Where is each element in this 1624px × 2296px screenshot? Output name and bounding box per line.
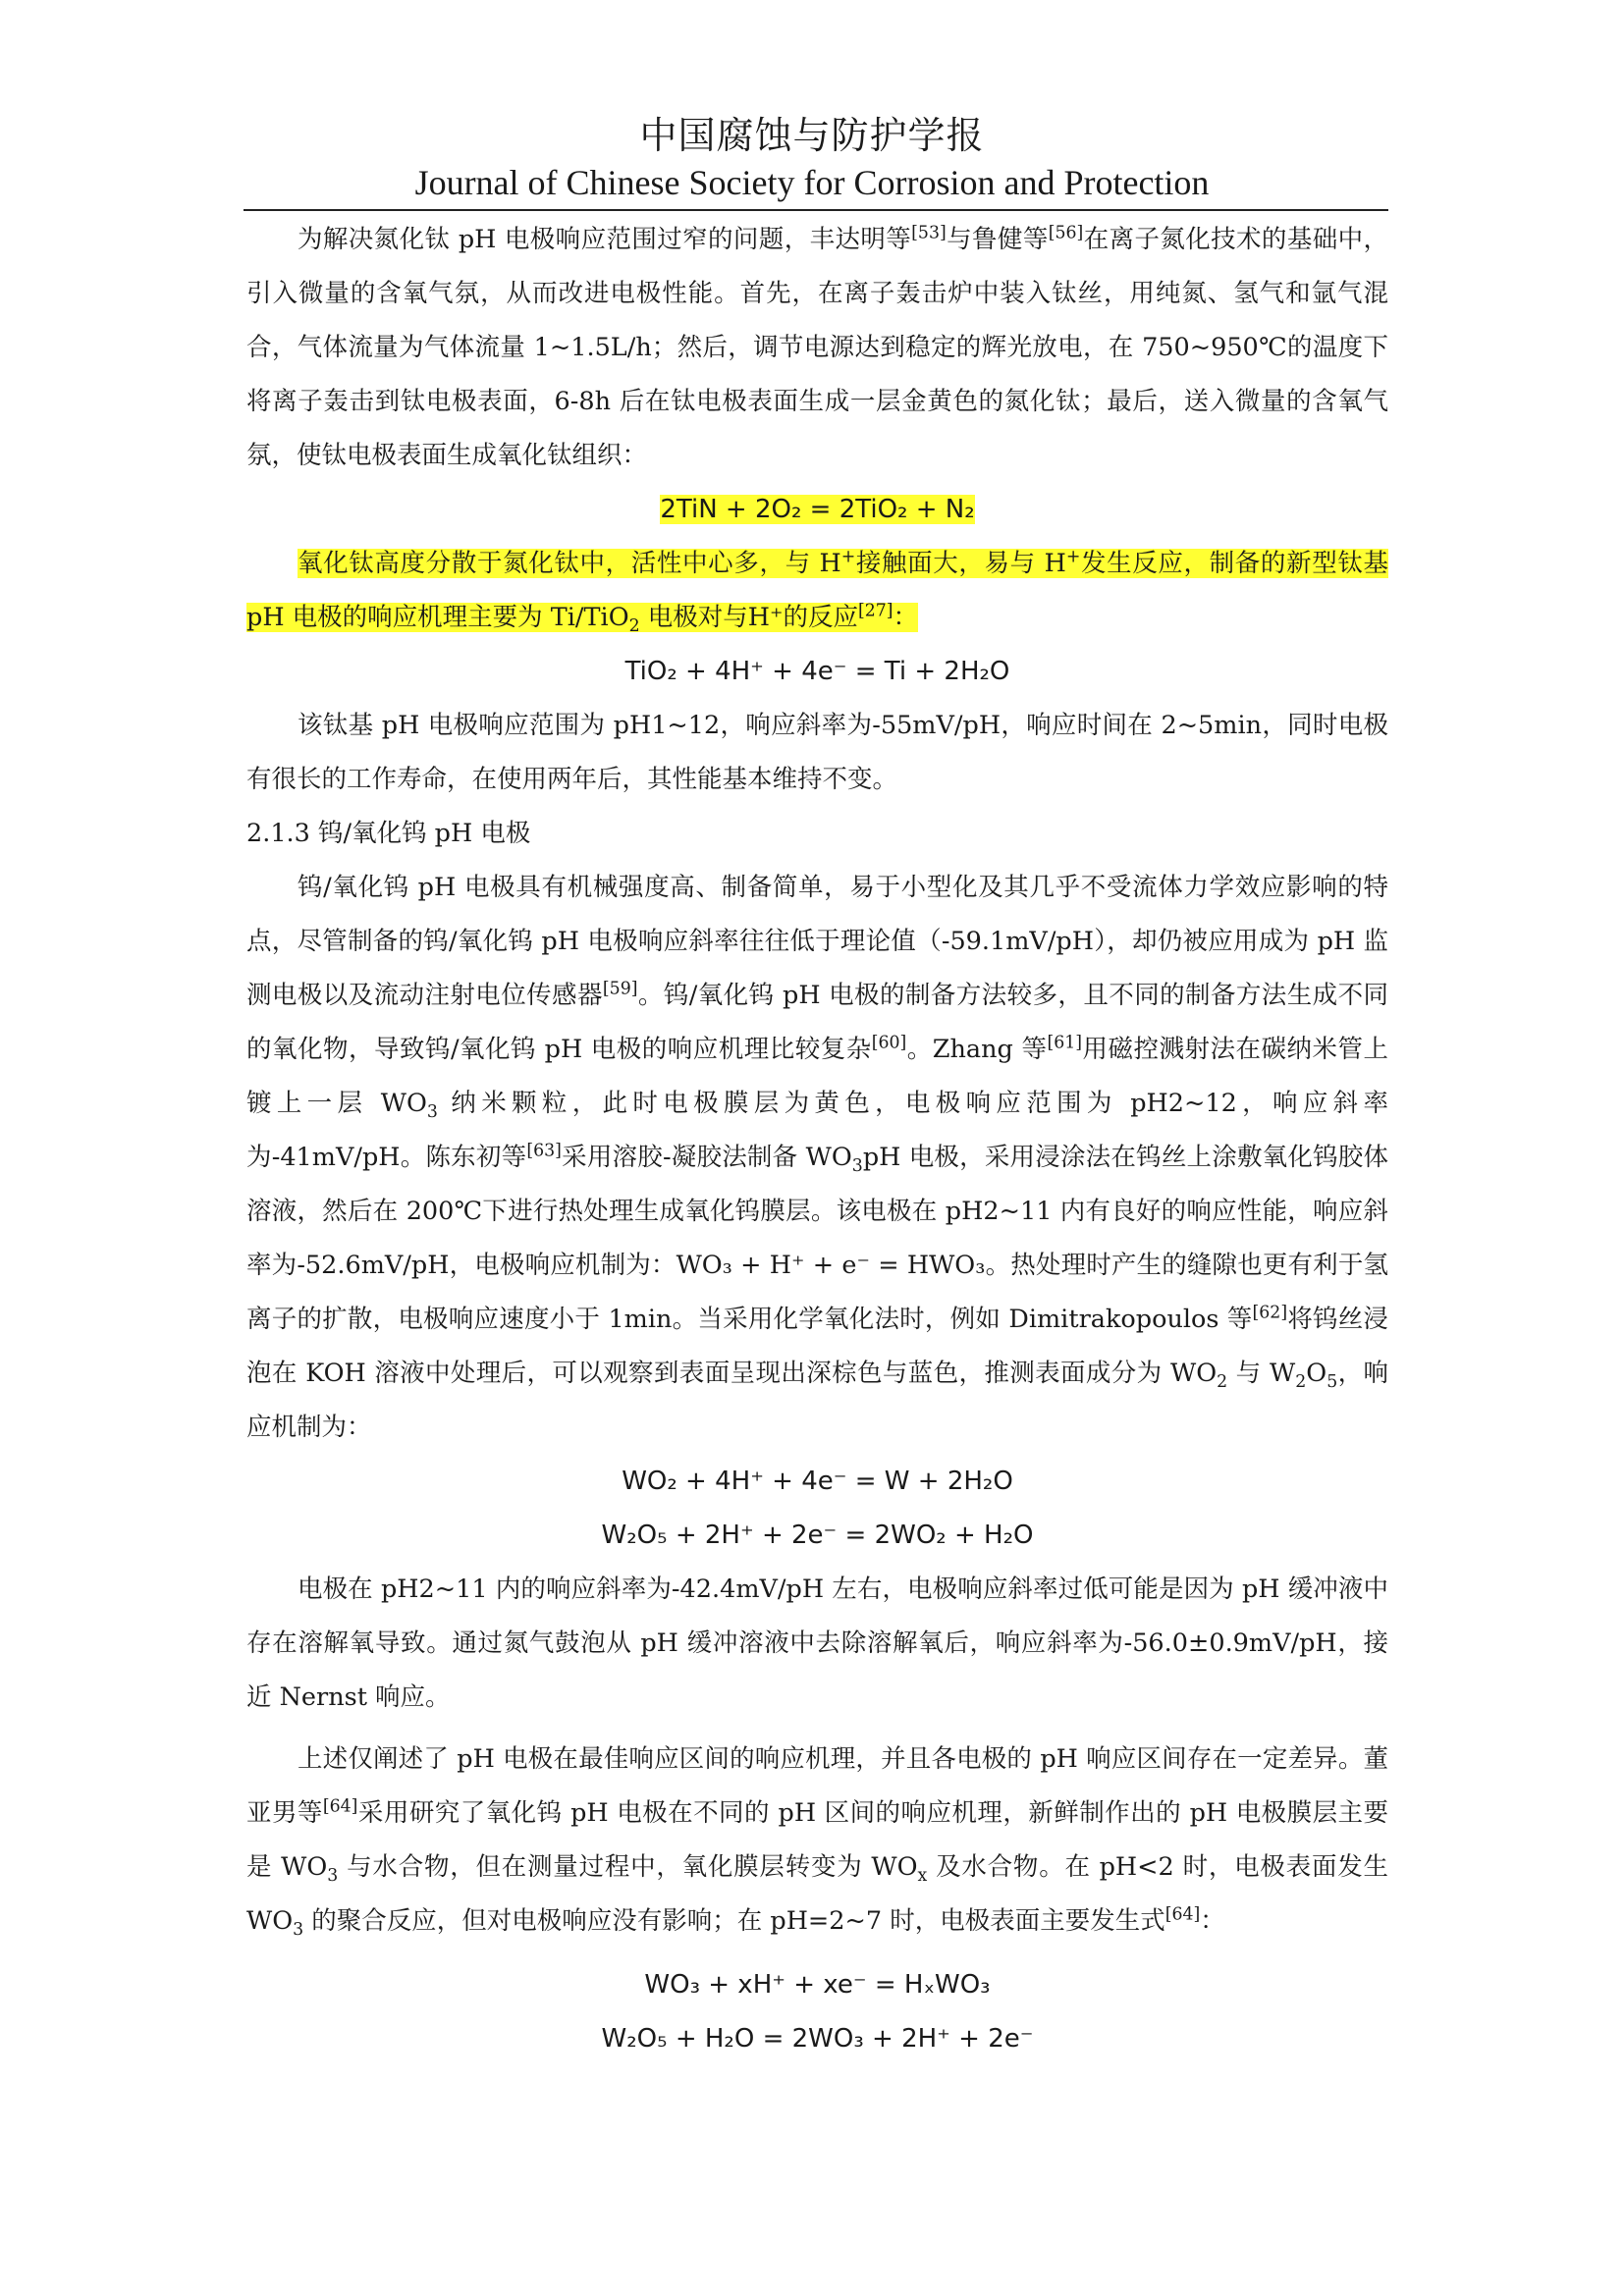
citation: [64] <box>322 1796 358 1817</box>
paragraph-1: 为解决氮化钛 pH 电极响应范围过窄的问题，丰达明等[53]与鲁健等[56]在离子氮化技术的基础中，引入微量的含氧气氛，从而改进电极性能。首先，在离子轰击炉中装入钛丝，用纯氮、氢气和氩气混合，气体流量为气体流量 1~1.5L/h；然后，调节电源达到稳定的辉光放电，在 750~950℃的温度下将离子轰击到钛电极表面，6-8h 后在钛电极表面生成一层金黄色的氮化钛；最后，送入微量的含氧气氛，使钛电极表面生成氧化钛组织： <box>246 223 1388 470</box>
paragraph-6: 上述仅阐述了 pH 电极在最佳响应区间的响应机理，并且各电极的 pH 响应区间存在一定差异。董亚男等[64]采用研究了氧化钨 pH 电极在不同的 pH 区间的响应机理，新鲜制作出的 pH 电极膜层主要是 $WO_3$ 与水合物，但在测量过程中，氧化膜层转变为 $WO_x$ 及水合物。在 pH<2 时，电极表面发生 $WO_3$ 的聚合反应，但对电极响应没有影响；在 pH=2~7 时，电极表面主要发生式[64]： <box>246 1744 1388 1941</box>
citation: [53] <box>911 223 947 243</box>
paragraph-3: 该钛基 pH 电极响应范围为 pH1~12，响应斜率为-55mV/pH，响应时间在 2~5min，同时电极有很长的工作寿命，在使用两年后，其性能基本维持不变。 <box>246 711 1388 794</box>
equation-6: W₂O₅ + H₂O = 2WO₃ + 2H⁺ + 2e⁻ <box>601 2024 1034 2054</box>
equation-2: TiO₂ + 4H⁺ + 4e⁻ = Ti + 2H₂O <box>624 657 1010 686</box>
header-rule <box>244 209 1388 211</box>
citation: [59] <box>602 979 638 999</box>
equation-4: W₂O₅ + 2H⁺ + 2e⁻ = 2WO₂ + H₂O <box>601 1521 1034 1550</box>
citation: [62] <box>1252 1303 1288 1323</box>
citation: [60] <box>871 1033 907 1053</box>
citation: [61] <box>1047 1033 1083 1053</box>
equation-3: WO₂ + 4H⁺ + 4e⁻ = W + 2H₂O <box>622 1467 1013 1496</box>
section-heading: 2.1.3 钨/氧化钨 pH 电极 <box>246 819 531 848</box>
citation: [63] <box>526 1141 562 1161</box>
paragraph-2-highlighted: 氧化钛高度分散于氮化钛中，活性中心多，与 H+接触面大，易与 H+发生反应，制备的新型钛基 pH 电极的响应机理主要为 Ti/TiO$_2$ 电极对与H⁺的反应[27]： <box>246 547 1388 637</box>
equation-5: WO₃ + xH⁺ + xe⁻ = HₓWO₃ <box>644 1970 991 2000</box>
citation: [56] <box>1048 223 1084 243</box>
citation: [64] <box>1164 1904 1201 1925</box>
journal-header <box>0 110 1624 204</box>
equation-1: 2TiN + 2O₂ = 2TiO₂ + N₂ <box>660 495 975 524</box>
paragraph-5: 电极在 pH2~11 内的响应斜率为-42.4mV/pH 左右，电极响应斜率过低可能是因为 pH 缓冲液中存在溶解氧导致。通过氮气鼓泡从 pH 缓冲溶液中去除溶解氧后，响应斜率为-56.0±0.9mV/pH，接近 Nernst 响应。 <box>246 1575 1388 1712</box>
journal-title-chinese: 中国腐蚀与防护学报 <box>639 114 985 157</box>
citation: [27] <box>857 601 893 621</box>
paragraph-4: 钨/氧化钨 pH 电极具有机械强度高、制备简单，易于小型化及其几乎不受流体力学效应影响的特点，尽管制备的钨/氧化钨 pH 电极响应斜率往往低于理论值（-59.1mV/pH），却仍被应用成为 pH 监测电极以及流动注射电位传感器[59]。钨/氧化钨 pH 电极的制备方法较多，且不同的制备方法生成不同的氧化物，导致钨/氧化钨 pH 电极的响应机理比较复杂[60]。Zhang 等[61]用磁控溅射法在碳纳米管上镀上一层 $WO_3$ 纳米颗粒，此时电极膜层为黄色，电极响应范围为 pH2~12，响应斜率为-41mV/pH。陈东初等[63]采用溶胶-凝胶法制备 $WO_3pH$ 电极，采用浸涂法在钨丝上涂敷氧化钨胶体溶液，然后在 200℃下进行热处理生成氧化钨膜层。该电极在 pH2~11 内有良好的响应性能，响应斜率为-52.6mV/pH，电极响应机制为：WO₃ + H⁺ + e⁻ = HWO₃。热处理时产生的缝隙也更有利于氢离子的扩散，电极响应速度小于 1min。当采用化学氧化法时，例如 Dimitrakopoulos 等[62]将钨丝浸泡在 KOH 溶液中处理后，可以观察到表面呈现出深棕色与蓝色，推测表面成分为 $WO_2$ 与 $W_2O_5$，响应机制为： <box>246 873 1389 1442</box>
journal-title-english: Journal of Chinese Society for Corrosion and Protection <box>414 163 1210 202</box>
article-body <box>246 213 1388 2066</box>
